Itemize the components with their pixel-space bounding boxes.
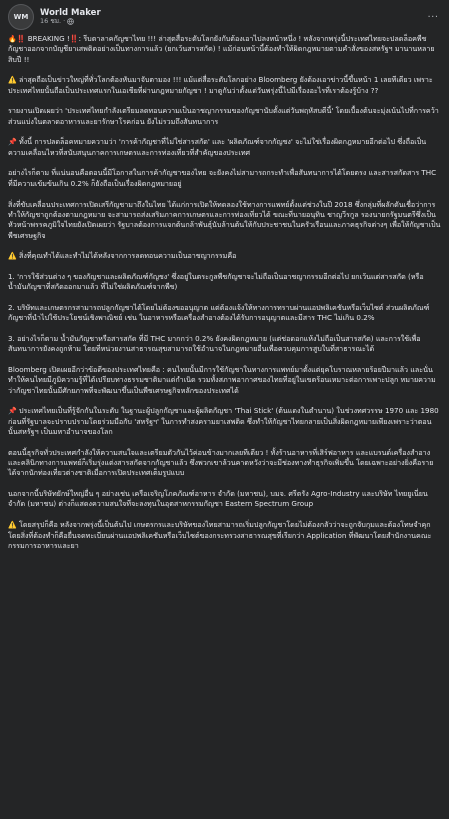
post-paragraph bbox=[8, 34, 441, 65]
paragraph-text: สิ่งที่คุณทำได้และทำไม่ได้หลังจากการลดทอนความเป็นอาชญากรรมคือ bbox=[16, 251, 237, 261]
post-paragraph bbox=[8, 406, 441, 437]
post-body bbox=[8, 34, 441, 551]
post-paragraph bbox=[8, 272, 441, 293]
paragraph-text: รายงานเปิดเผยว่า 'ประเทศไทยกำลังเตรียมลดทอนความเป็นอาชญากรรมของกัญชานับตั้งแต่วันพฤหัสบดีนี้' โดยเบื้องต้นจะมุ่งเน้นไปที่การคว้าส่วนแบ่งในตลาดอาหารและยารักษาโรคก่อน ยังไม่รวมถึงสันทนาการ bbox=[8, 106, 439, 126]
post-timestamp[interactable]: 16 ชม. bbox=[40, 17, 62, 26]
paragraph-text: BREAKING !‼️: รีบตาลาคกัญชาไทย !!! ล่าสุดสื่อระดับโลกยังกับต้องเอาไปลงหน้าหนึ่ง ! หลังจากพรุ่งนี้ประเทศไทยจะปลดล็อคพืชกัญชาออกจากบัญชียาเสพติดอย่างเป็นทางการแล้ว (ยกเว้นสารสกัด) ! แม้ก่อนหน้านี้ต้องทำให้ผิดกฎหมายตามคำสั่งของสหรัฐฯ มานานหลายสิบปี !! bbox=[8, 34, 435, 64]
post-paragraph bbox=[8, 520, 441, 551]
paragraph-text: 1. 'การใช้ส่วนต่าง ๆ ของกัญชาและผลิตภัณฑ์กัญชง' ซึ่งอยู่ในตระกูลพืชกัญชาจะไม่ถือเป็นอาชญากรรมอีกต่อไป ยกเว้นแต่สารสกัด (หรือน้ำมันกัญชาที่สกัดออกมาแล้ว ที่ไม่ใช่ผลิตภัณฑ์จากพืช) bbox=[8, 271, 424, 292]
warning-icon: ⚠️ bbox=[8, 521, 17, 530]
paragraph-text: ล่าสุดถือเป็นข่าวใหญ่ที่ทั่วโลกต้องหันมาจับตามอง !!! แม้แต่สื่อระดับโลกอย่าง Bloomberg ยังต้องเอาข่าวนี้ขึ้นหน้า 1 เลยทีเดียว เพราะประเทศไทยนั้นถือเป็นประเทศแรกในเอเชียที่ผ่านกฎหมายกัญชา ! มาดูกันว่าตั้งแต่วันพรุ่งนี้ไปมีเรื่องอะไรที่เราต้องรู้บ้าง ?? bbox=[8, 75, 433, 95]
pin-icon: 📌 bbox=[8, 407, 17, 416]
post-paragraph bbox=[8, 75, 441, 96]
post-meta bbox=[40, 18, 101, 25]
paragraph-text: นอกจากนี้บริษัทยักษ์ใหญ่อื่น ๆ อย่างเช่น เครือเจริญโภคภัณฑ์อาหาร จำกัด (มหาชน), บมจ. ศรีตรัง Agro-Industry และบริษัท ไทยยูเนี่ยน จำกัด (มหาชน) ต่างก็แสดงความสนใจที่จะลงทุนในอุตสาหกรรมกัญชา Eastern Spectrum Group bbox=[8, 489, 428, 509]
post-paragraph bbox=[8, 168, 441, 189]
double-exclamation-icon: ‼️ bbox=[16, 35, 26, 43]
avatar-text: WM bbox=[13, 12, 29, 21]
warning-icon: ⚠️ bbox=[8, 76, 17, 85]
paragraph-text: ตอนนี้ธุรกิจทั่วประเทศกำลังให้ความสนใจและเตรียมตัวกันไว้ค่อนข้างมากเลยทีเดียว ! ทั้งร้านอาหารที่เสิร์ฟอาหาร และแบรนด์เครื่องสำอาง และคลินิกทางการแพทย์ก็เริ่มรุ่งแต่งสารสกัดจากกัญชาแล้ว ซึ่งพวกเขาล้วนคาดหวังว่าจะมีช่องทางทำธุรกิจเพิ่มขึ้น โดยเฉพาะอย่างยิ่งคือรายได้จากนักท่องเที่ยวต่างชาติเมื่อการเปิดประเทศเต็มรูปแบบ bbox=[8, 447, 434, 478]
paragraph-text: 2. บริษัทและเกษตรกรสามารถปลูกกัญชาได้โดยไม่ต้องขออนุญาต แต่ต้องแจ้งให้ทางการทราบผ่านแอปพลิเคชันหรือเว็บไซต์ ส่วนผลิตภัณฑ์กัญชาที่นำไปใช้ประโยชน์เชิงพาณิชย์ เช่น ในอาหารหรือเครื่องสำอางต้องได้รับการอนุญาตและมีสาร THC ไม่เกิน 0.2% bbox=[8, 302, 430, 323]
post-paragraph bbox=[8, 334, 441, 355]
meta-separator: · bbox=[63, 17, 66, 26]
author-name[interactable]: World Maker bbox=[40, 8, 101, 19]
globe-icon bbox=[67, 18, 74, 25]
post-paragraph bbox=[8, 200, 441, 241]
paragraph-text: ทั้งนี้ การปลดล็อคหมายความว่า 'การค้ากัญชาที่ไม่ใช่สารสกัด' และ 'ผลิตภัณฑ์จากกัญชง' จะไม่ใช่เรื่องผิดกฎหมายอีกต่อไป ซึ่งถือเป็นความเคลื่อนไหวที่สนับสนุนภาคการเกษตรและการท่องเที่ยวที่สำคัญของประเทศ bbox=[8, 137, 427, 157]
post-header bbox=[8, 3, 441, 31]
paragraph-text: Bloomberg เปิดเผยอีกว่าข้อดีของประเทศไทยคือ : คนไทยนั้นมีการใช้กัญชาในทางการแพทย์มาตั้งแต่ยุคโบราณหลายร้อยปีมาแล้ว และนั่นทำให้คนไทยมีภูมิความรู้ที่ได้เปรียบทางธรรมชาติมาแต่กำเนิด รวมทั้งสภาพอากาศของไทยที่อยู่ในเขตร้อนเหมาะต่อการเพาะปลูก หมายความว่ากัญชาไทยนั้นมีศักยภาพที่จะพัฒนาขึ้นเป็นพืชเศรษฐกิจหลักของประเทศได้ bbox=[8, 365, 436, 395]
paragraph-text: 3. อย่างไรก็ตาม น้ำมันกัญชาหรือสารสกัด ที่มี THC มากกว่า 0.2% ยังคงผิดกฎหมาย (แต่ช่อดอกแห้งไม่ถือเป็นสารสกัด) และการใช้เพื่อสันทนาการยังคงถูกห้าม โดยที่หน่วยงานสาธารณสุขสามารถใช้อำนาจในกฎหมายอื่นเพื่อควบคุมการสูบในที่สาธารณะได้ bbox=[8, 333, 421, 354]
paragraph-text: โดยสรุปก็คือ หลังจากพรุ่งนี้เป็นต้นไป เกษตรกรและบริษัทของไทยสามารถเริ่มปลูกกัญชาโดยไม่ต้องกลัวว่าจะถูกจับกุมและต้องโทษจำคุก โดยสิ่งที่ต้องทำก็คือยื่นจดทะเบียนผ่านแอปพลิเคชันหรือเว็บไซต์ของกระทรวงสาธารณสุขที่เรียกว่า Application ที่พัฒนาโดยสำนักงานคณะกรรมการอาหารและยา bbox=[8, 520, 432, 550]
post-paragraph bbox=[8, 448, 441, 479]
post-paragraph bbox=[8, 303, 441, 324]
warning-icon: ⚠️ bbox=[8, 252, 17, 261]
fire-icon: 🔥 bbox=[8, 35, 17, 43]
post-paragraph bbox=[8, 251, 441, 261]
paragraph-text: ประเทศไทยเป็นที่รู้จักกันในระดับ ในฐานะผู้ปลูกกัญชาและผู้ผลิตกัญชา 'Thai Stick' (ต้นแดงในตำนาน) ในช่วงทศวรรษ 1970 และ 1980 ก่อนที่รัฐบาลจะปราบปรามโดยร่วมมือกับ 'สหรัฐฯ' ในการทำสงครามยาเสพติด ซึ่งทำให้กัญชาไทยกลายเป็นสิ่งผิดกฎหมายเพียงเพราะว่าตอนนั้นสหรัฐฯ เป็นมหาอำนาจของโลก bbox=[8, 406, 439, 437]
post-paragraph bbox=[8, 365, 441, 396]
paragraph-text: อย่างไรก็ตาม ที่แน่นอนคือตอนนี้มีโอกาสในการค้ากัญชาของไทย จะยังคงไม่สามารถกระทำเพื่อสันทนาการได้โดยตรง และสารสกัดสาร THC ที่มีความเข้มข้นเกิน 0.2% ก็ยังถือเป็นเรื่องผิดกฎหมายอยู่ bbox=[8, 168, 437, 188]
pin-icon: 📌 bbox=[8, 138, 17, 147]
post-paragraph bbox=[8, 489, 441, 510]
post-paragraph bbox=[8, 137, 441, 158]
paragraph-text: สิ่งที่ขับเคลื่อนประเทศการเปิดเสรีกัญชามาถึงในไทย ได้แก่การเปิดให้ทดลองใช้ทางการแพทย์ตั้งแต่ช่วงในปี 2018 ซึ่งกลุ่มที่ผลักดันเชื่อว่าการทำให้กัญชาถูกต้องตามกฎหมาย จะสามารถส่งเสริมภาคการเกษตรและการท่องเที่ยวได้ ขณะที่นายอนุทิน ชาญวีรกูล รองนายกรัฐมนตรีซึ่งเป็นหัวหน้าพรรคภูมิใจไทยยังเปิดเผยว่า รัฐบาลต้องการแจกต้นกล้าพันธุ์นับล้านต้นให้กับประชาชนในครัวเรือนและภาคธุรกิจต่างๆ เพื่อให้กัญชาเป็นพืชเศรษฐกิจ bbox=[8, 199, 441, 240]
page-avatar[interactable] bbox=[8, 4, 34, 30]
more-options-button[interactable] bbox=[425, 9, 441, 25]
more-icon: ··· bbox=[427, 11, 439, 23]
post-paragraph bbox=[8, 106, 441, 127]
post-author-block bbox=[40, 9, 101, 25]
